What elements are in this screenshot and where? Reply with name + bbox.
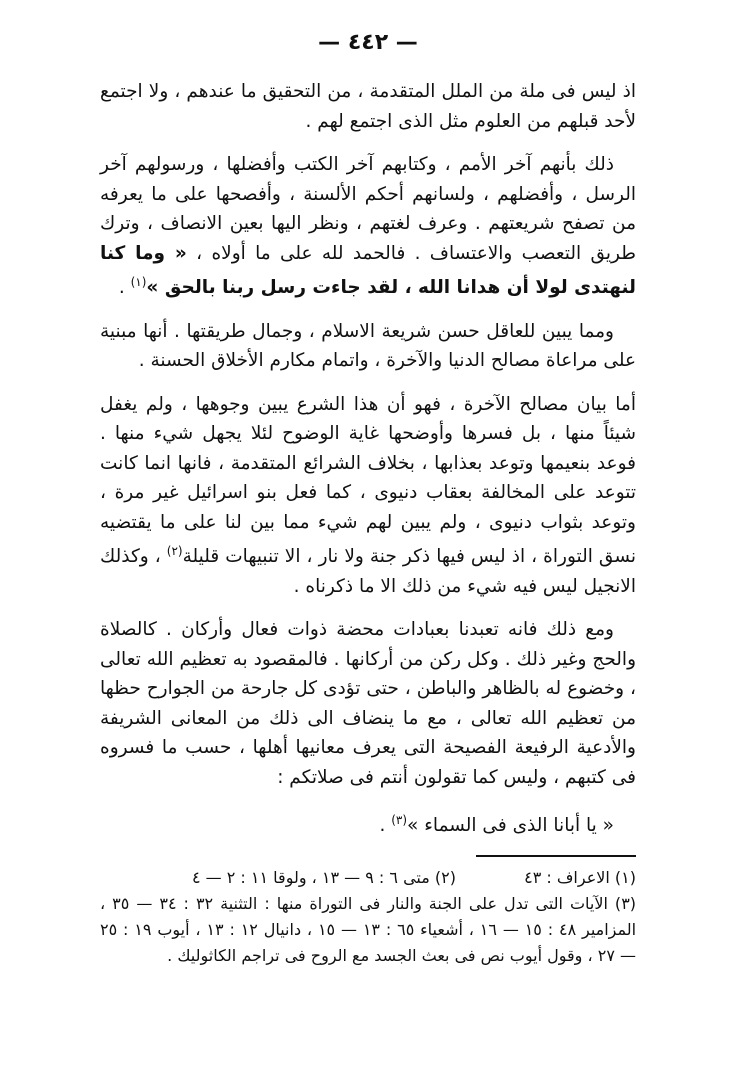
paragraph-3 (100, 317, 636, 376)
footnote-2: (٢) متى ٦ : ٩ — ١٣ ، ولوقا ١١ : ٢ — ٤ (191, 867, 456, 887)
paragraph-4-text: أما بيان مصالح الآخرة ، فهو أن هذا الشرع يبين وجوهها ، ولم يغفل شيئاً منها ، بل فسرها وأوضحها غاية الوضوح لئلا يجهل شيء منها . فوعد بنعيمها وتوعد بعذابها ، بخلاف الشرائع المتقدمة ، فانها انما كانت تتوعد على المخالفة بعقاب دنيوى ، كما فعل بنو اسرائيل غير مرة ، وتوعد بثواب دنيوى ، ولم يبين لهم شيء مما بين لنا على ما يقتضيه نسق التوراة ، اذ ليس فيها ذكر جنة ولا نار ، الا تنبيهات قليلة (100, 393, 636, 568)
prayer-quote (100, 806, 636, 841)
footnote-row (100, 865, 636, 891)
paragraph-5-text: ومع ذلك فانه تعبدنا بعبادات محضة ذوات فعال وأركان . كالصلاة والحج وغير ذلك . وكل ركن من أركانها . فالمقصود به تعظيم الله تعالى ، وخضوع له بالظاهر والباطن ، حتى تؤدى كل جارحة من الجوارح حظها من تعظيم الله تعالى ، مع ما ينضاف الى ذلك من المعانى الشريفة والأدعية الرفيعة الفصيحة التى يعرف معانيها أهلها ، حسب ما فسروه فى كتبهم ، وليس كما تقولون أنتم فى صلاتكم : (100, 619, 636, 788)
footnote-ref-3[interactable]: (٣) (391, 813, 408, 828)
footnote-divider (476, 855, 636, 857)
paragraph-2 (100, 150, 636, 303)
paragraph-1 (100, 77, 636, 136)
footnote-ref-2[interactable]: (٢) (166, 544, 183, 559)
paragraph-2-text: ذلك بأنهم آخر الأمم ، وكتابهم آخر الكتب وأفضلها ، ورسولهم آخر الرسل ، وأفضلهم ، ولسانهم أحكم الألسنة ، وأفصحها على ما يعرفه من تصفح شريعتهم . وعرف لغتهم ، ونظر اليها بعين الانصاف ، وترك طريق التعصب والاعتساف . فالحمد لله على ما أولاه ، (100, 154, 636, 264)
footnote-3: (٣) الآيات التى تدل على الجنة والنار فى التوراة منها : التثنية ٣٢ : ٣٤ — ٣٥ ، المزامير ٤٨ : ١٥ — ١٦ ، أشعياء ٦٥ : ١٣ — ١٥ ، دانيال ١٢ : ١٣ ، أيوب ١٩ : ٢٥ — ٢٧ ، وقول أيوب نص فى بعث الجسد مع الروح فى تراجم الكاثوليك . (100, 893, 637, 965)
prayer-quote-end: . (379, 815, 392, 837)
paragraph-3-text: ومما يبين للعاقل حسن شريعة الاسلام ، وجمال طريقتها . أنها مبنية على مراعاة مصالح الدنيا والآخرة ، واتمام مكارم الأخلاق الحسنة . (100, 320, 636, 372)
paragraph-4-end: ، وكذلك الانجيل ليس فيه شيء من ذلك الا ما ذكرناه . (100, 546, 636, 597)
page-number: — ٤٤٢ — (318, 30, 418, 55)
paragraph-2-end: . (118, 277, 131, 299)
prayer-quote-text: « يا أبانا الذى فى السماء » (407, 815, 614, 837)
footnote-ref-1[interactable]: (١) (130, 275, 147, 289)
paragraph-4 (100, 390, 636, 602)
footnote-1: (١) الاعراف : ٤٣ (524, 867, 636, 887)
paragraph-5 (100, 615, 636, 792)
paragraph-1-text: اذ ليس فى ملة من الملل المتقدمة ، من التحقيق ما عندهم ، ولا اجتمع لأحد قبلهم من العلوم مثل الذى اجتمع لهم . (100, 81, 636, 132)
footnotes (100, 865, 636, 969)
quran-quote: « وما كنا لنهتدى لولا أن هدانا الله ، لقد جاءت رسل ربنا بالحق » (100, 242, 636, 299)
